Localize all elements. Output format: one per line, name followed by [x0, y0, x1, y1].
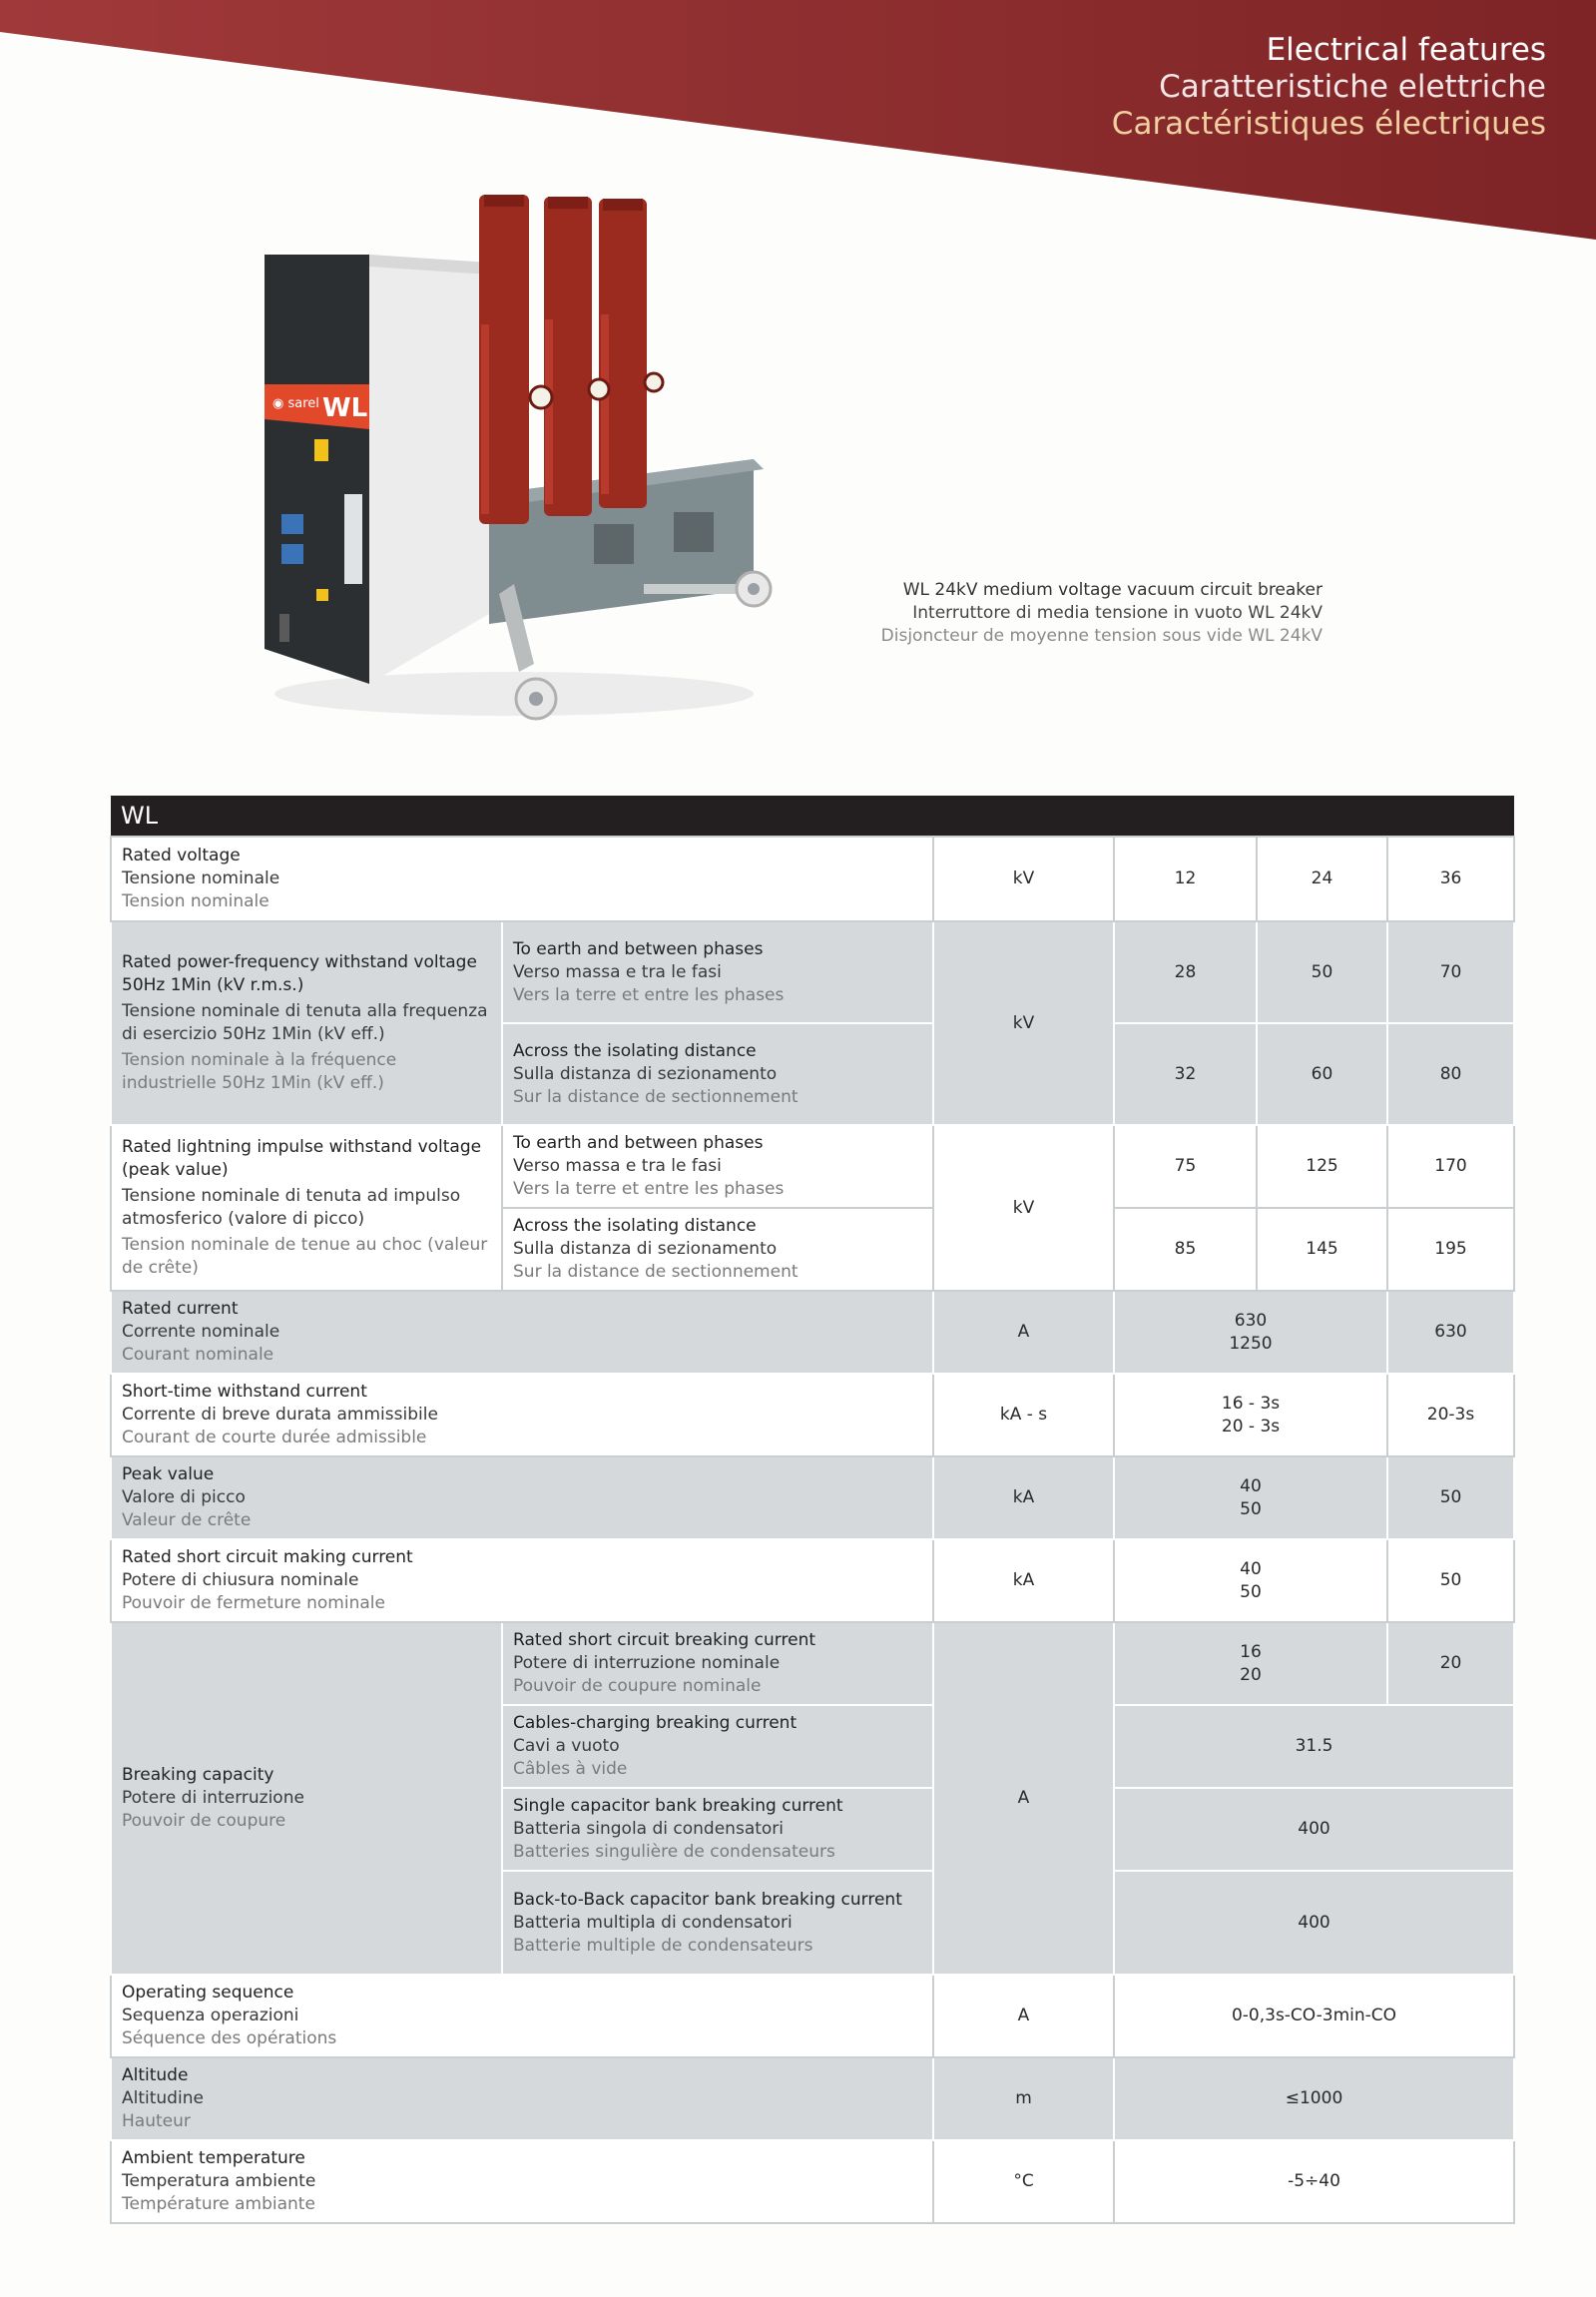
- table-row: [111, 2140, 1514, 2223]
- brand-logo: ◉ sarel: [272, 396, 319, 411]
- value-cell: 24: [1257, 837, 1387, 921]
- model-badge: WL: [322, 393, 368, 423]
- value-cell: 40 50: [1114, 1456, 1387, 1539]
- value-cell: 40 50: [1114, 1539, 1387, 1622]
- table-row: [111, 921, 1514, 1023]
- unit-cell: A: [933, 1291, 1114, 1374]
- value-cell: 28: [1114, 921, 1257, 1023]
- table-row: [111, 1975, 1514, 2057]
- value-cell: -5÷40: [1114, 2140, 1514, 2223]
- sub-label: To earth and between phases Verso massa e tra le fasi Vers la terre et entre les phases: [502, 1125, 933, 1208]
- value-cell: 75: [1114, 1125, 1257, 1208]
- value-cell: 630: [1387, 1291, 1514, 1374]
- caption-fr: Disjoncteur de moyenne tension sous vide WL 24kV: [880, 626, 1323, 646]
- title-fr: Caractéristiques électriques: [1111, 106, 1546, 142]
- value-cell: 60: [1257, 1023, 1387, 1125]
- spec-table: [110, 796, 1515, 2224]
- unit-cell: kV: [933, 1125, 1114, 1291]
- value-cell: 36: [1387, 837, 1514, 921]
- value-cell: 50: [1257, 921, 1387, 1023]
- circuit-breaker-image: [245, 195, 784, 734]
- row-label: Rated short circuit making current Potere di chiusura nominale Pouvoir de fermeture nominale: [111, 1539, 933, 1622]
- value-cell: 0-0,3s-CO-3min-CO: [1114, 1975, 1514, 2057]
- value-cell: 85: [1114, 1208, 1257, 1291]
- value-cell: 400: [1114, 1871, 1514, 1975]
- table-title: WL: [111, 796, 1514, 837]
- value-cell: 145: [1257, 1208, 1387, 1291]
- page-title: [1112, 32, 1546, 143]
- value-cell: 31.5: [1114, 1705, 1514, 1788]
- sub-label: Across the isolating distance Sulla distanza di sezionamento Sur la distance de sectionnement: [502, 1208, 933, 1291]
- row-label: Rated power-frequency withstand voltage 50Hz 1Min (kV r.m.s.) Tensione nominale di tenuta alla frequenza di esercizio 50Hz 1Min (kV eff.) Tension nominale à la fréquence industrielle 50Hz 1Min (kV eff.): [111, 921, 502, 1125]
- sub-label: Rated short circuit breaking current Potere di interruzione nominale Pouvoir de coupure nominale: [502, 1622, 933, 1705]
- table-row: [111, 2057, 1514, 2140]
- value-cell: 32: [1114, 1023, 1257, 1125]
- unit-cell: A: [933, 1975, 1114, 2057]
- row-label: Rated lightning impulse withstand voltage (peak value) Tensione nominale di tenuta ad impulso atmosferico (valore di picco) Tension nominale de tenue au choc (valeur de crête): [111, 1125, 502, 1291]
- row-label: Operating sequence Sequenza operazioni Séquence des opérations: [111, 1975, 933, 2057]
- row-label: Short-time withstand current Corrente di breve durata ammissibile Courant de courte durée admissible: [111, 1374, 933, 1456]
- value-cell: 70: [1387, 921, 1514, 1023]
- title-it: Caratteristiche elettriche: [1159, 69, 1546, 105]
- row-label: Altitude Altitudine Hauteur: [111, 2057, 933, 2140]
- value-cell: 125: [1257, 1125, 1387, 1208]
- value-cell: 50: [1387, 1456, 1514, 1539]
- sub-label: To earth and between phases Verso massa e tra le fasi Vers la terre et entre les phases: [502, 921, 933, 1023]
- value-cell: 20: [1387, 1622, 1514, 1705]
- row-label: Ambient temperature Temperatura ambiente Température ambiante: [111, 2140, 933, 2223]
- value-cell: ≤1000: [1114, 2057, 1514, 2140]
- sub-label: Single capacitor bank breaking current Batteria singola di condensatori Batteries singulière de condensateurs: [502, 1788, 933, 1871]
- unit-cell: A: [933, 1622, 1114, 1975]
- unit-cell: kA - s: [933, 1374, 1114, 1456]
- caption-en: WL 24kV medium voltage vacuum circuit breaker: [902, 580, 1323, 600]
- row-label: Rated voltage Tensione nominale Tension nominale: [111, 837, 933, 921]
- unit-cell: kV: [933, 921, 1114, 1125]
- row-label: Peak value Valore di picco Valeur de crête: [111, 1456, 933, 1539]
- value-cell: 80: [1387, 1023, 1514, 1125]
- value-cell: 195: [1387, 1208, 1514, 1291]
- value-cell: 20-3s: [1387, 1374, 1514, 1456]
- sub-label: Cables-charging breaking current Cavi a vuoto Câbles à vide: [502, 1705, 933, 1788]
- table-row: [111, 1291, 1514, 1374]
- unit-cell: kA: [933, 1539, 1114, 1622]
- row-label: Breaking capacity Potere di interruzione Pouvoir de coupure: [111, 1622, 502, 1975]
- sub-label: Back-to-Back capacitor bank breaking current Batteria multipla di condensatori Batterie multiple de condensateurs: [502, 1871, 933, 1975]
- value-cell: 12: [1114, 837, 1257, 921]
- product-caption: [881, 579, 1323, 648]
- table-row: [111, 837, 1514, 921]
- sub-label: Across the isolating distance Sulla distanza di sezionamento Sur la distance de sectionnement: [502, 1023, 933, 1125]
- value-cell: 400: [1114, 1788, 1514, 1871]
- row-label: Rated current Corrente nominale Courant nominale: [111, 1291, 933, 1374]
- caption-it: Interruttore di media tensione in vuoto WL 24kV: [912, 603, 1323, 623]
- unit-cell: °C: [933, 2140, 1114, 2223]
- value-cell: 630 1250: [1114, 1291, 1387, 1374]
- table-header: [111, 796, 1514, 837]
- table-row: [111, 1456, 1514, 1539]
- value-cell: 170: [1387, 1125, 1514, 1208]
- value-cell: 16 - 3s 20 - 3s: [1114, 1374, 1387, 1456]
- table-row: [111, 1539, 1514, 1622]
- value-cell: 16 20: [1114, 1622, 1387, 1705]
- unit-cell: kV: [933, 837, 1114, 921]
- table-row: [111, 1622, 1514, 1705]
- unit-cell: kA: [933, 1456, 1114, 1539]
- table-row: [111, 1374, 1514, 1456]
- value-cell: 50: [1387, 1539, 1514, 1622]
- table-row: [111, 1125, 1514, 1208]
- title-en: Electrical features: [1266, 32, 1546, 68]
- unit-cell: m: [933, 2057, 1114, 2140]
